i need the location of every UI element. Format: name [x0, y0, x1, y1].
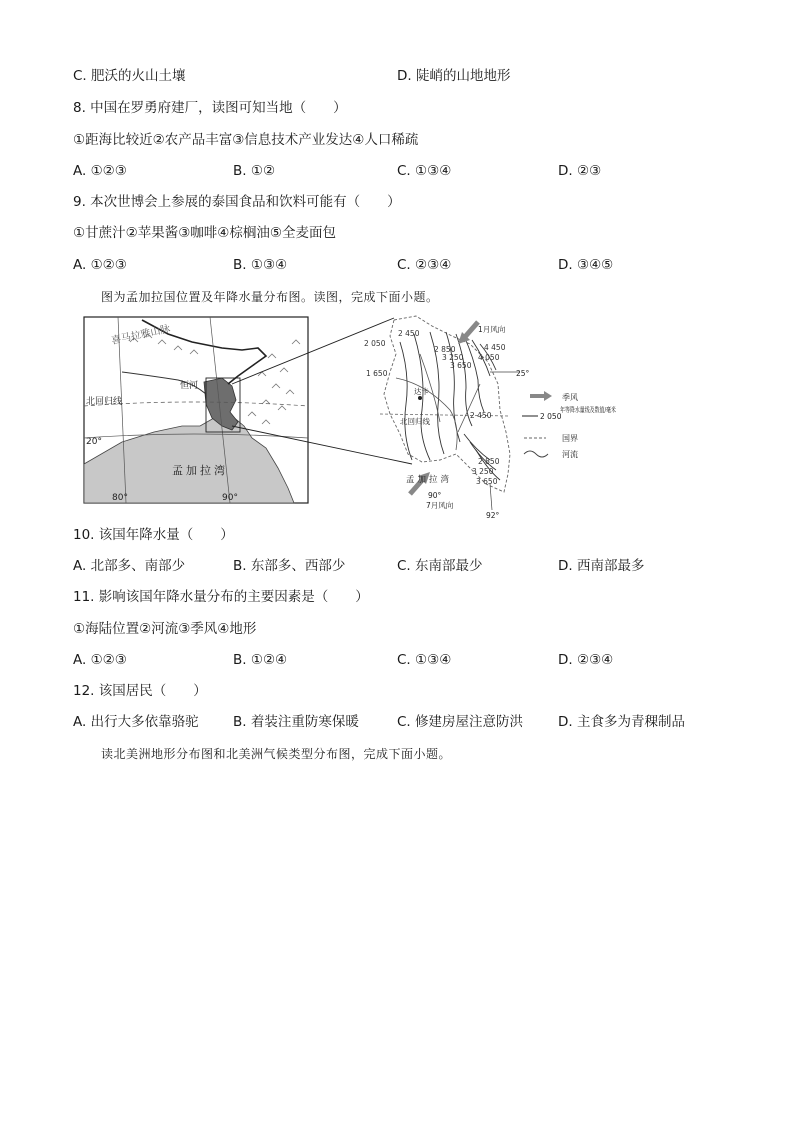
q8-option-d: D. ②③ — [558, 163, 602, 179]
label-lat20: 20° — [86, 437, 102, 447]
q12-option-d: D. 主食多为青稞制品 — [558, 714, 685, 730]
isohyet-3650-south: 3 650 — [476, 477, 498, 486]
label-ganges: 恒河 — [180, 381, 199, 391]
q8-statements: ①距海比较近②农产品丰富③信息技术产业发达④人口稀疏 — [73, 132, 419, 148]
q9-option-c: C. ②③④ — [397, 257, 452, 273]
legend-monsoon: 季风 — [562, 393, 578, 402]
label-lat25: 25° — [516, 369, 530, 378]
label-jan-wind: 1月风向 — [478, 325, 506, 334]
label-lon90-left: 90° — [222, 493, 238, 503]
label-lon90-right: 90° — [428, 491, 442, 500]
q12-option-c: C. 修建房屋注意防洪 — [397, 714, 524, 730]
isohyet-4050: 4 050 — [478, 353, 500, 362]
q11-option-b: B. ①②④ — [233, 652, 288, 668]
isohyet-2850-north: 2 850 — [434, 345, 456, 354]
q7-option-d: D. 陡峭的山地地形 — [397, 68, 511, 84]
isohyet-2450-north: 2 450 — [398, 329, 420, 338]
intro-bangladesh: 图为孟加拉国位置及年降水量分布图。读图，完成下面小题。 — [101, 290, 439, 304]
q9-option-d: D. ③④⑤ — [558, 257, 614, 273]
isohyet-3650-north: 3 650 — [450, 361, 472, 370]
q9-statements: ①甘蔗汁②苹果酱③咖啡④棕榈油⑤全麦面包 — [73, 225, 337, 241]
q11-stem: 11. 影响该国年降水量分布的主要因素是（ ） — [73, 589, 369, 605]
label-himalaya: 喜马拉雅山脉 — [110, 323, 172, 347]
q10-option-a: A. 北部多、南部少 — [73, 558, 186, 574]
q8-option-c: C. ①③④ — [397, 163, 452, 179]
isohyet-2050: 2 050 — [364, 339, 386, 348]
q10-option-c: C. 东南部最少 — [397, 558, 483, 574]
label-lon92: 92° — [486, 511, 500, 520]
q9-option-b: B. ①③④ — [233, 257, 288, 273]
legend-border: 国界 — [562, 434, 578, 443]
isohyet-1650: 1 650 — [366, 369, 388, 378]
q12-option-a: A. 出行大多依靠骆驼 — [73, 714, 199, 730]
isohyet-2850-south: 2 850 — [478, 457, 500, 466]
q10-option-b: B. 东部多、西部少 — [233, 558, 346, 574]
isohyet-2450-south: 2 450 — [470, 411, 492, 420]
q8-stem: 8. 中国在罗勇府建厂，读图可知当地（ ） — [73, 100, 347, 116]
label-bay-left: 孟加拉湾 — [172, 464, 228, 477]
label-jul-wind: 7月风向 — [426, 501, 454, 510]
q9-stem: 9. 本次世博会上参展的泰国食品和饮料可能有（ ） — [73, 194, 401, 210]
label-tropic-right: 北回归线 — [400, 417, 430, 426]
q8-option-a: A. ①②③ — [73, 163, 127, 179]
label-tropic-left: 北回归线 — [86, 397, 123, 407]
q10-stem: 10. 该国年降水量（ ） — [73, 527, 234, 543]
precipitation-map — [360, 314, 640, 520]
isohyet-3250-south: 3 250 — [472, 467, 494, 476]
location-map — [84, 317, 308, 503]
label-bay-right: 孟加拉湾 — [406, 475, 453, 485]
legend-isohyet-value: 2 050 — [540, 412, 562, 421]
legend — [522, 391, 640, 459]
legend-river: 河流 — [562, 450, 578, 459]
q11-option-a: A. ①②③ — [73, 652, 127, 668]
intro-north-america: 读北美洲地形分布图和北美洲气候类型分布图，完成下面小题。 — [101, 747, 452, 761]
q9-option-a: A. ①②③ — [73, 257, 127, 273]
q11-option-d: D. ②③④ — [558, 652, 614, 668]
q11-statements: ①海陆位置②河流③季风④地形 — [73, 621, 257, 637]
isohyet-3250-north: 3 250 — [442, 353, 464, 362]
isohyet-4450: 4 450 — [484, 343, 506, 352]
label-dhaka: 达卡 — [414, 387, 429, 396]
q10-option-d: D. 西南部最多 — [558, 558, 645, 574]
q12-option-b: B. 着装注重防寒保暖 — [233, 714, 359, 730]
q7-option-c: C. 肥沃的火山土壤 — [73, 68, 186, 84]
legend-isohyet: 年等降水量线及数值/毫米 — [560, 406, 640, 414]
q11-option-c: C. ①③④ — [397, 652, 452, 668]
label-lon80: 80° — [112, 493, 128, 503]
jan-wind-arrow — [458, 322, 478, 344]
q8-option-b: B. ①② — [233, 163, 276, 179]
q12-stem: 12. 该国居民（ ） — [73, 683, 207, 699]
